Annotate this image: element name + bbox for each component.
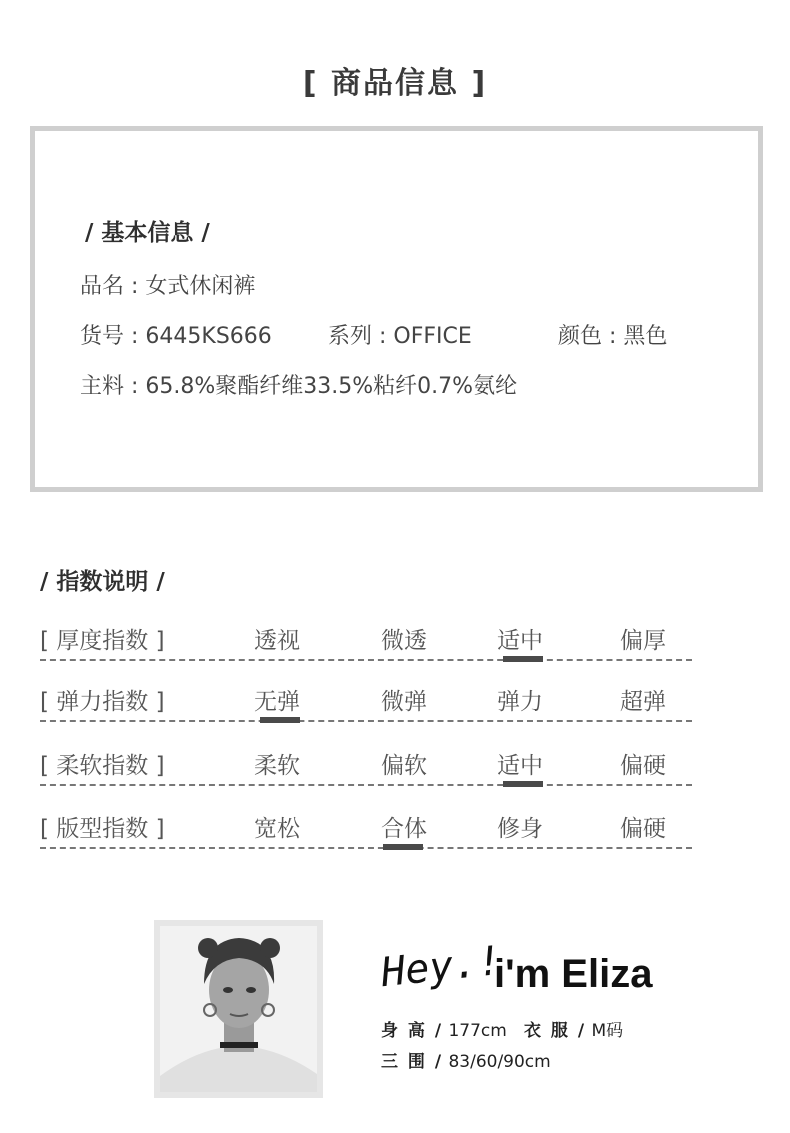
index-option: 偏软 xyxy=(381,753,427,779)
page-title: [ 商品信息 ] xyxy=(302,66,488,101)
index-row xyxy=(40,747,692,787)
basic-info-panel xyxy=(30,126,763,492)
index-option: 透视 xyxy=(254,628,300,654)
index-row-label: [ 弹力指数 ] xyxy=(40,689,165,715)
index-option: 弹力 xyxy=(497,689,543,715)
index-heading: / 指数说明 / xyxy=(40,569,165,595)
index-option: 微透 xyxy=(381,628,427,654)
model-size xyxy=(524,1016,623,1041)
index-option: 微弹 xyxy=(381,689,427,715)
measure-value: 83/60/90cm xyxy=(448,1052,551,1072)
product-name: 品名 : 女式休闲裤 xyxy=(80,274,256,299)
index-option: 合体 xyxy=(381,816,427,842)
index-row-label: [ 版型指数 ] xyxy=(40,816,165,842)
size-label: 衣 服 / xyxy=(524,1021,587,1041)
index-option: 修身 xyxy=(497,816,543,842)
index-option: 宽松 xyxy=(254,816,300,842)
index-option: 适中 xyxy=(497,628,543,654)
height-label: 身 高 / xyxy=(381,1021,444,1041)
basic-info-heading: / 基本信息 / xyxy=(85,220,210,246)
size-value: M码 xyxy=(591,1021,624,1041)
model-photo xyxy=(154,920,323,1098)
index-row-divider xyxy=(40,720,692,722)
index-row-divider xyxy=(40,659,692,661)
index-row-divider xyxy=(40,847,692,849)
product-sku: 货号 : 6445KS666 xyxy=(80,324,272,349)
model-height xyxy=(381,1016,507,1041)
index-row xyxy=(40,622,692,662)
index-selected-marker xyxy=(383,844,423,850)
index-row xyxy=(40,810,692,850)
product-color: 颜色 : 黑色 xyxy=(558,324,668,349)
index-option: 偏厚 xyxy=(620,628,666,654)
index-option: 偏硬 xyxy=(620,753,666,779)
index-option: 超弹 xyxy=(620,689,666,715)
index-option: 适中 xyxy=(497,753,543,779)
greeting-text: Hey.! xyxy=(378,937,504,997)
index-row-divider xyxy=(40,784,692,786)
index-option: 无弹 xyxy=(254,689,300,715)
model-measurements xyxy=(381,1047,551,1072)
index-selected-marker xyxy=(503,781,543,787)
model-portrait xyxy=(160,926,317,1092)
height-value: 177cm xyxy=(448,1021,507,1041)
index-row xyxy=(40,683,692,723)
product-series: 系列 : OFFICE xyxy=(328,324,472,349)
index-option: 柔软 xyxy=(254,753,300,779)
model-intro: i'm Eliza xyxy=(494,952,653,996)
product-material: 主料 : 65.8%聚酯纤维33.5%粘纤0.7%氨纶 xyxy=(80,374,518,399)
index-selected-marker xyxy=(260,717,300,723)
index-row-label: [ 厚度指数 ] xyxy=(40,628,165,654)
index-selected-marker xyxy=(503,656,543,662)
measure-label: 三 围 / xyxy=(381,1052,444,1072)
index-option: 偏硬 xyxy=(620,816,666,842)
index-row-label: [ 柔软指数 ] xyxy=(40,753,165,779)
